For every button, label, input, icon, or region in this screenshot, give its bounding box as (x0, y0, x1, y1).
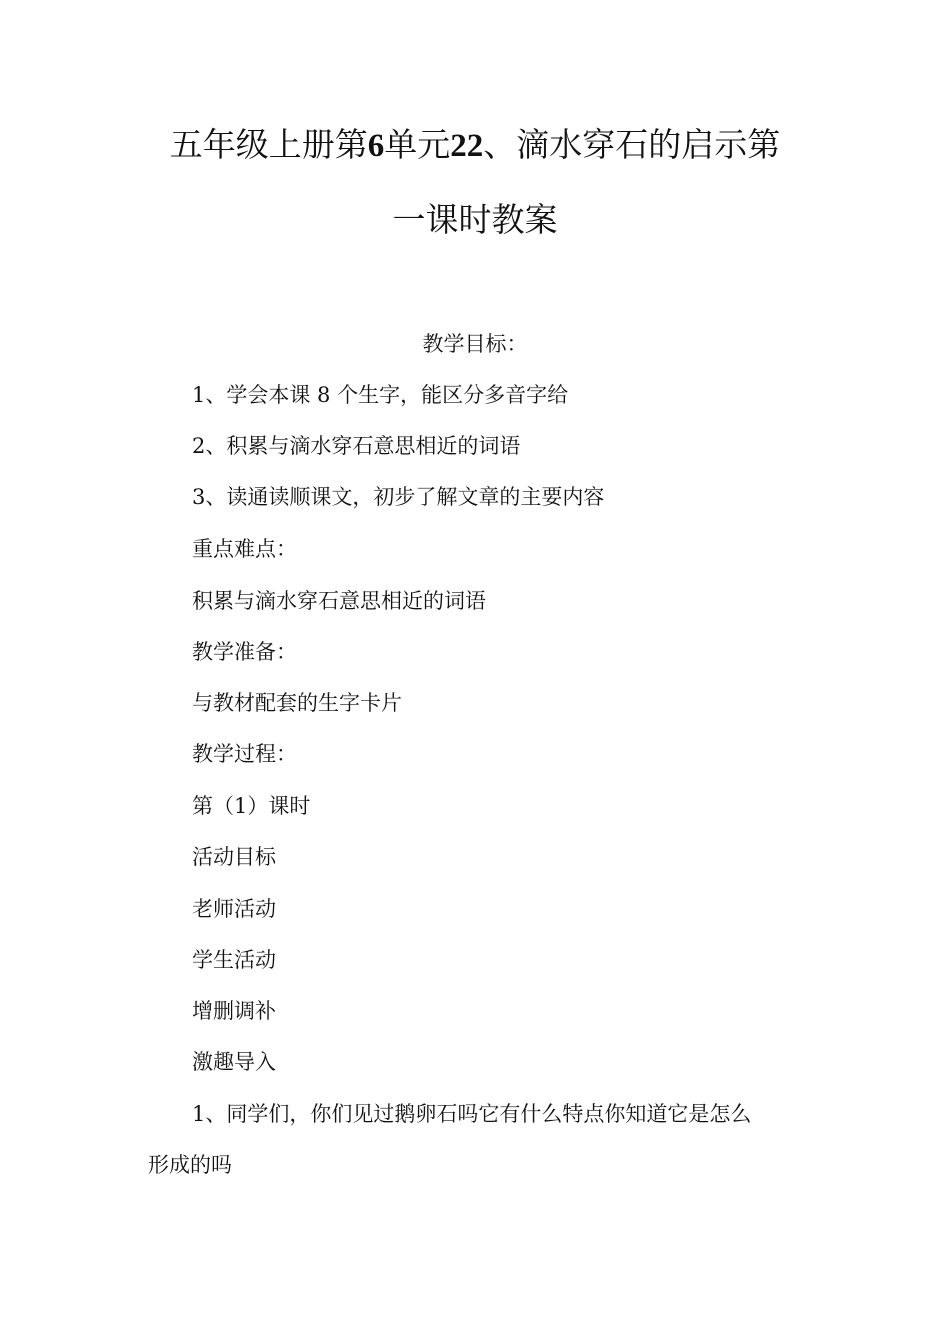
objective-item-2: 2、积累与滴水穿石意思相近的词语 (192, 434, 521, 458)
title-text-part-1: 五年级上册第 (169, 125, 368, 164)
lesson-number: 第（1）课时 (192, 794, 311, 818)
column-teacher-activity: 老师活动 (192, 897, 276, 921)
title-text-part-2: 单元 (384, 125, 451, 164)
section-intro-heading: 激趣导入 (192, 1050, 276, 1074)
question-1-line-1: 1、同学们，你们见过鹅卵石吗它有什么特点你知道它是怎么 (192, 1102, 752, 1126)
preparation-text: 与教材配套的生字卡片 (192, 691, 402, 715)
document-title-line-1 (0, 125, 950, 166)
title-lesson-number: 22 (450, 128, 484, 164)
key-points-text: 积累与滴水穿石意思相近的词语 (192, 589, 486, 613)
objectives-heading: 教学目标： (422, 332, 528, 356)
objective-item-3: 3、读通读顺课文，初步了解文章的主要内容 (192, 485, 605, 509)
objective-item-1: 1、学会本课 8 个生字，能区分多音字给 (192, 383, 569, 407)
title-text-part-3: 、滴水穿石的启示第 (483, 125, 781, 164)
process-heading: 教学过程： (192, 742, 297, 766)
column-student-activity: 学生活动 (192, 948, 276, 972)
column-adjustments: 增删调补 (192, 999, 276, 1023)
preparation-heading: 教学准备： (192, 640, 297, 664)
key-points-heading: 重点难点： (192, 537, 297, 561)
title-unit-number: 6 (367, 128, 385, 164)
question-1-line-2: 形成的吗 (148, 1153, 232, 1177)
document-title-line-2: 一课时教案 (392, 200, 558, 239)
column-activity-goal: 活动目标 (192, 845, 276, 869)
